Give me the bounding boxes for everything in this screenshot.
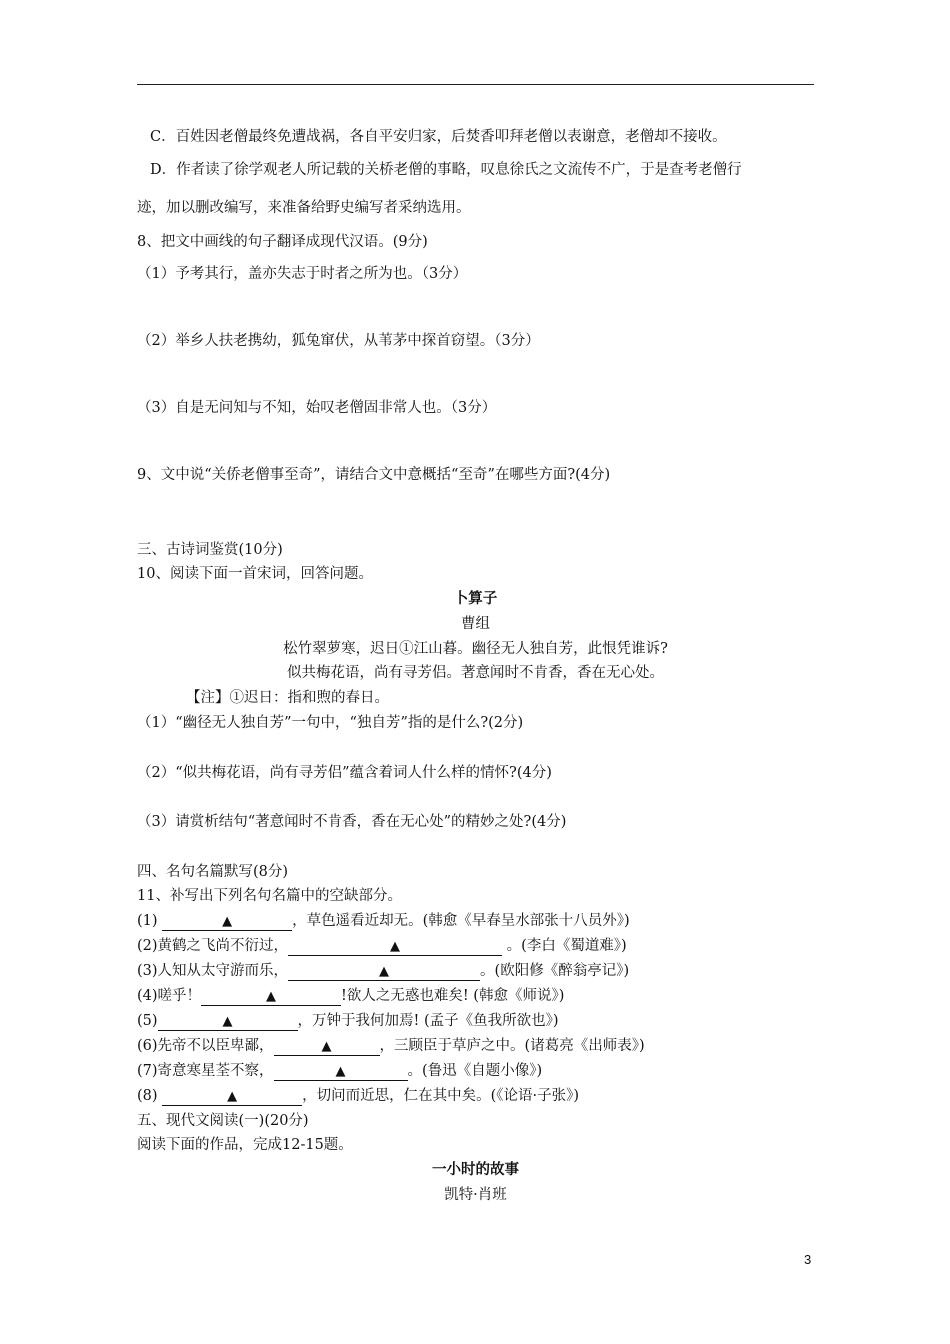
poem-author: 曹组	[461, 616, 490, 632]
page-number: 3	[804, 1252, 812, 1267]
answer-blank[interactable]: ▲	[288, 939, 502, 956]
fill-item: (6)先帝不以臣卑鄙， ▲ ，三顾臣于草庐之中。(诸葛亮《出师表》)	[137, 1038, 645, 1054]
question-10-1: （1）“幽径无人独自芳”一句中，“独自芳”指的是什么?(2分)	[137, 715, 524, 731]
story-author: 凯特·肖班	[444, 1187, 507, 1203]
question-11: 11、补写出下列名句名篇中的空缺部分。	[137, 888, 402, 904]
answer-blank[interactable]: ▲	[274, 1064, 408, 1081]
section-3-heading: 三、古诗词鉴赏(10分)	[137, 542, 283, 558]
section-5-heading: 五、现代文阅读(一)(20分)	[137, 1113, 309, 1129]
fill-item: (1) ▲ ，草色遥看近却无。(韩愈《早春呈水部张十八员外》)	[137, 913, 630, 929]
header-rule	[137, 84, 814, 85]
option-d-line2: 迹，加以删改编写，来准备给野史编写者采纳选用。	[137, 200, 471, 216]
fill-item: (3)人知从太守游而乐， ▲ 。(欧阳修《醉翁亭记》)	[137, 963, 630, 979]
question-10-2: （2）“似共梅花语，尚有寻芳侣”蕴含着词人什么样的情怀?(4分)	[137, 765, 552, 781]
poem-note: 【注】①迟日：指和煦的春日。	[186, 690, 389, 706]
answer-blank[interactable]: ▲	[274, 1039, 380, 1056]
answer-blank[interactable]: ▲	[162, 1089, 302, 1106]
answer-blank[interactable]: ▲	[162, 914, 292, 931]
fill-item: (8) ▲ ，切问而近思，仁在其中矣。(《论语·子张》)	[137, 1088, 580, 1104]
fill-item: (5) ▲ ，万钟于我何加焉! (孟子《鱼我所欲也》)	[137, 1013, 559, 1029]
fill-item: (7)寄意寒星荃不察， ▲ 。(鲁迅《自题小像》)	[137, 1063, 543, 1079]
question-9: 9、文中说“关侨老僧事至奇”，请结合文中意概括“至奇”在哪些方面?(4分)	[137, 467, 611, 483]
fill-item: (4)嗟乎！ ▲ !欲人之无惑也难矣! (韩愈《师说》)	[137, 988, 565, 1004]
section-4-heading: 四、名句名篇默写(8分)	[137, 864, 289, 880]
question-10: 10、阅读下面一首宋词，回答问题。	[137, 566, 373, 582]
question-8-3: （3）自是无问知与不知，始叹老僧固非常人也。（3分）	[137, 400, 497, 416]
answer-blank[interactable]: ▲	[158, 1014, 298, 1031]
poem-line-1: 松竹翠萝寒，迟日①江山暮。幽径无人独自芳，此恨凭谁诉?	[283, 641, 668, 657]
poem-title: 卜算子	[453, 590, 498, 607]
question-8-2: （2）举乡人扶老携幼，狐兔窜伏，从苇茅中探首窃望。（3分）	[137, 333, 540, 349]
reading-intro: 阅读下面的作品，完成12-15题。	[137, 1137, 353, 1153]
question-8: 8、把文中画线的句子翻译成现代汉语。(9分)	[137, 234, 428, 250]
story-title: 一小时的故事	[432, 1161, 519, 1178]
answer-blank[interactable]: ▲	[201, 989, 341, 1006]
fill-item: (2)黄鹤之飞尚不衍过， ▲ 。(李白《蜀道难》)	[137, 938, 627, 954]
answer-blank[interactable]: ▲	[288, 964, 480, 981]
question-8-1: （1）予考其行，盖亦失志于时者之所为也。（3分）	[137, 266, 468, 282]
question-10-3: （3）请赏析结句“著意闻时不肯香，香在无心处”的精妙之处?(4分)	[137, 814, 567, 830]
option-d-line1: D．作者读了徐学观老人所记载的关桥老僧的事略，叹息徐氏之文流传不广，于是查考老僧行	[150, 162, 742, 178]
poem-line-2: 似共梅花语，尚有寻芳侣。著意闻时不肯香，香在无心处。	[287, 665, 664, 681]
option-c: C．百姓因老僧最终免遭战祸，各自平安归家，后焚香叩拜老僧以表谢意，老僧却不接收。	[150, 129, 727, 145]
